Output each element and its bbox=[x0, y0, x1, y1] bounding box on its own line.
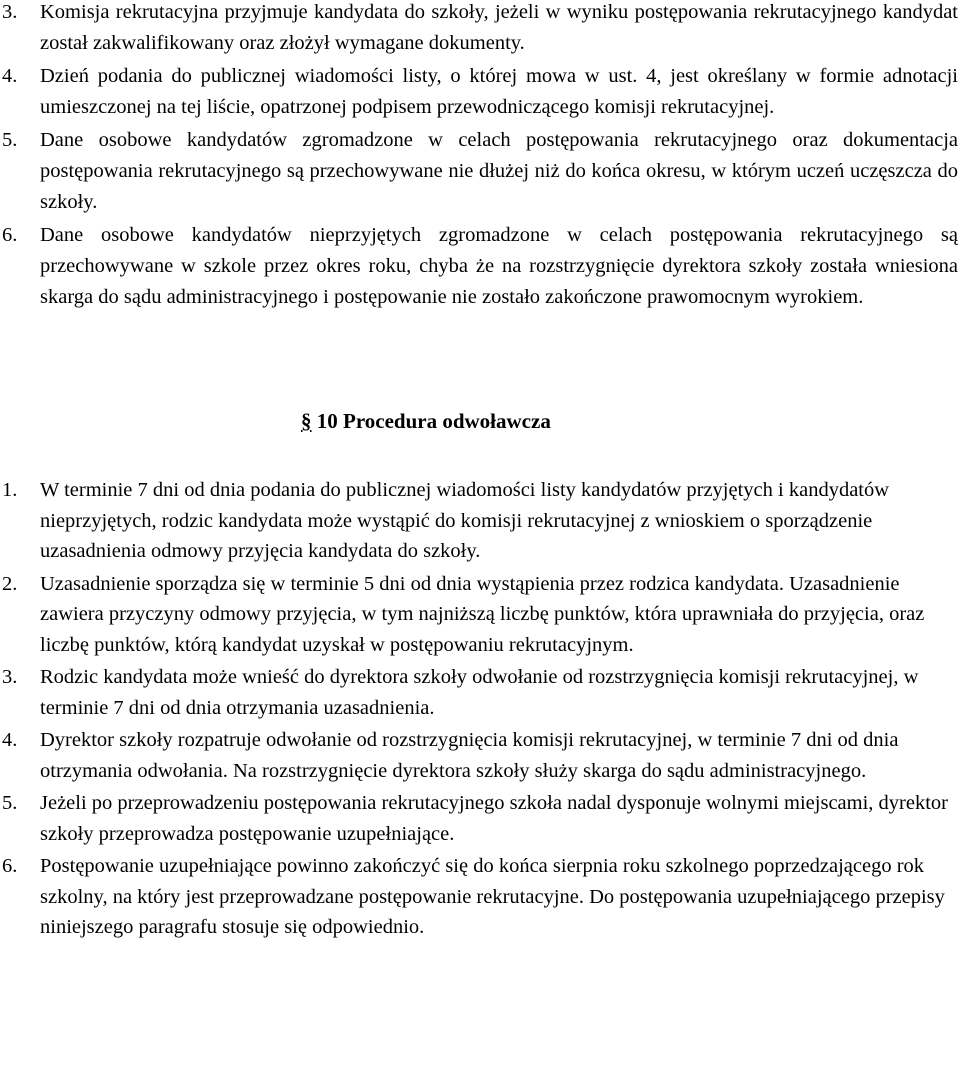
item-number: 6. bbox=[2, 224, 18, 246]
section-heading bbox=[301, 406, 551, 437]
item-text: Komisja rekrutacyjna przyjmuje kandydata do szkoły, jeżeli w wyniku postępowania rekrutacyjnego kandydat został zakwalifikowany oraz złożył wymagane dokumenty. bbox=[40, 1, 958, 54]
item-number: 3. bbox=[2, 666, 18, 688]
item-text: Jeżeli po przeprowadzeniu postępowania rekrutacyjnego szkoła nadal dysponuje wolnymi miejscami, dyrektor szkoły przeprowadza postępowanie uzupełniające. bbox=[40, 792, 948, 845]
list-item bbox=[0, 725, 958, 786]
item-number: 3. bbox=[2, 1, 18, 23]
list-item bbox=[0, 788, 958, 849]
item-number: 1. bbox=[2, 479, 18, 501]
item-text: Uzasadnienie sporządza się w terminie 5 dni od dnia wystąpienia przez rodzica kandydata. Uzasadnienie zawiera przyczyny odmowy przyjęcia, w tym najniższą liczbę punktów, która uprawniała do przyjęcia, oraz liczbę punktów, którą kandydat uzyskał w postępowaniu rekrutacyjnym. bbox=[40, 572, 925, 656]
section-title: 10 Procedura odwoławcza bbox=[316, 409, 551, 433]
section-mark: § bbox=[301, 409, 312, 433]
list-item bbox=[0, 851, 958, 943]
list-item bbox=[0, 0, 958, 59]
item-text: Dane osobowe kandydatów zgromadzone w celach postępowania rekrutacyjnego oraz dokumentacja postępowania rekrutacyjnego są przechowywane nie dłużej niż do końca okresu, w którym uczeń uczęszcza do szkoły. bbox=[40, 129, 958, 213]
list-item bbox=[0, 220, 958, 313]
list-item bbox=[0, 61, 958, 123]
list-item bbox=[0, 662, 958, 723]
item-text: Dyrektor szkoły rozpatruje odwołanie od rozstrzygnięcia komisji rekrutacyjnej, w terminie 7 dni od dnia otrzymania odwołania. Na rozstrzygnięcie dyrektora szkoły służy skarga do sądu administracyjnego. bbox=[40, 729, 899, 782]
item-text: Rodzic kandydata może wnieść do dyrektora szkoły odwołanie od rozstrzygnięcia komisji rekrutacyjnej, w terminie 7 dni od dnia otrzymania uzasadnienia. bbox=[40, 666, 919, 719]
list-item bbox=[0, 125, 958, 218]
item-text: Dzień podania do publicznej wiadomości listy, o której mowa w ust. 4, jest określany w formie adnotacji umieszczonej na tej liście, opatrzonej podpisem przewodniczącego komisji rekrutacyjnej. bbox=[40, 65, 958, 118]
item-text: W terminie 7 dni od dnia podania do publicznej wiadomości listy kandydatów przyjętych i kandydatów nieprzyjętych, rodzic kandydata może wystąpić do komisji rekrutacyjnej z wnioskiem o sporządzenie uzasadnienia odmowy przyjęcia kandydata do szkoły. bbox=[40, 479, 890, 562]
item-text: Dane osobowe kandydatów nieprzyjętych zgromadzone w celach postępowania rekrutacyjnego są przechowywane w szkole przez okres roku, chyba że na rozstrzygnięcie dyrektora szkoły została wniesiona skarga do sądu administracyjnego i postępowanie nie zostało zakończone prawomocnym wyrokiem. bbox=[40, 224, 958, 308]
item-number: 6. bbox=[2, 855, 18, 877]
item-text: Postępowanie uzupełniające powinno zakończyć się do końca sierpnia roku szkolnego poprzedzającego rok szkolny, na który jest przeprowadzane postępowanie rekrutacyjne. Do postępowania uzupełniającego przepisy niniejszego paragrafu stosuje się odpowiednio. bbox=[40, 855, 945, 938]
section-b-list bbox=[0, 475, 958, 943]
list-item bbox=[0, 569, 958, 661]
item-number: 4. bbox=[2, 65, 18, 87]
list-item bbox=[0, 475, 958, 567]
item-number: 2. bbox=[2, 572, 18, 595]
item-number: 5. bbox=[2, 792, 18, 814]
section-a-list bbox=[0, 0, 958, 313]
item-number: 5. bbox=[2, 129, 18, 151]
item-number: 4. bbox=[2, 729, 18, 751]
